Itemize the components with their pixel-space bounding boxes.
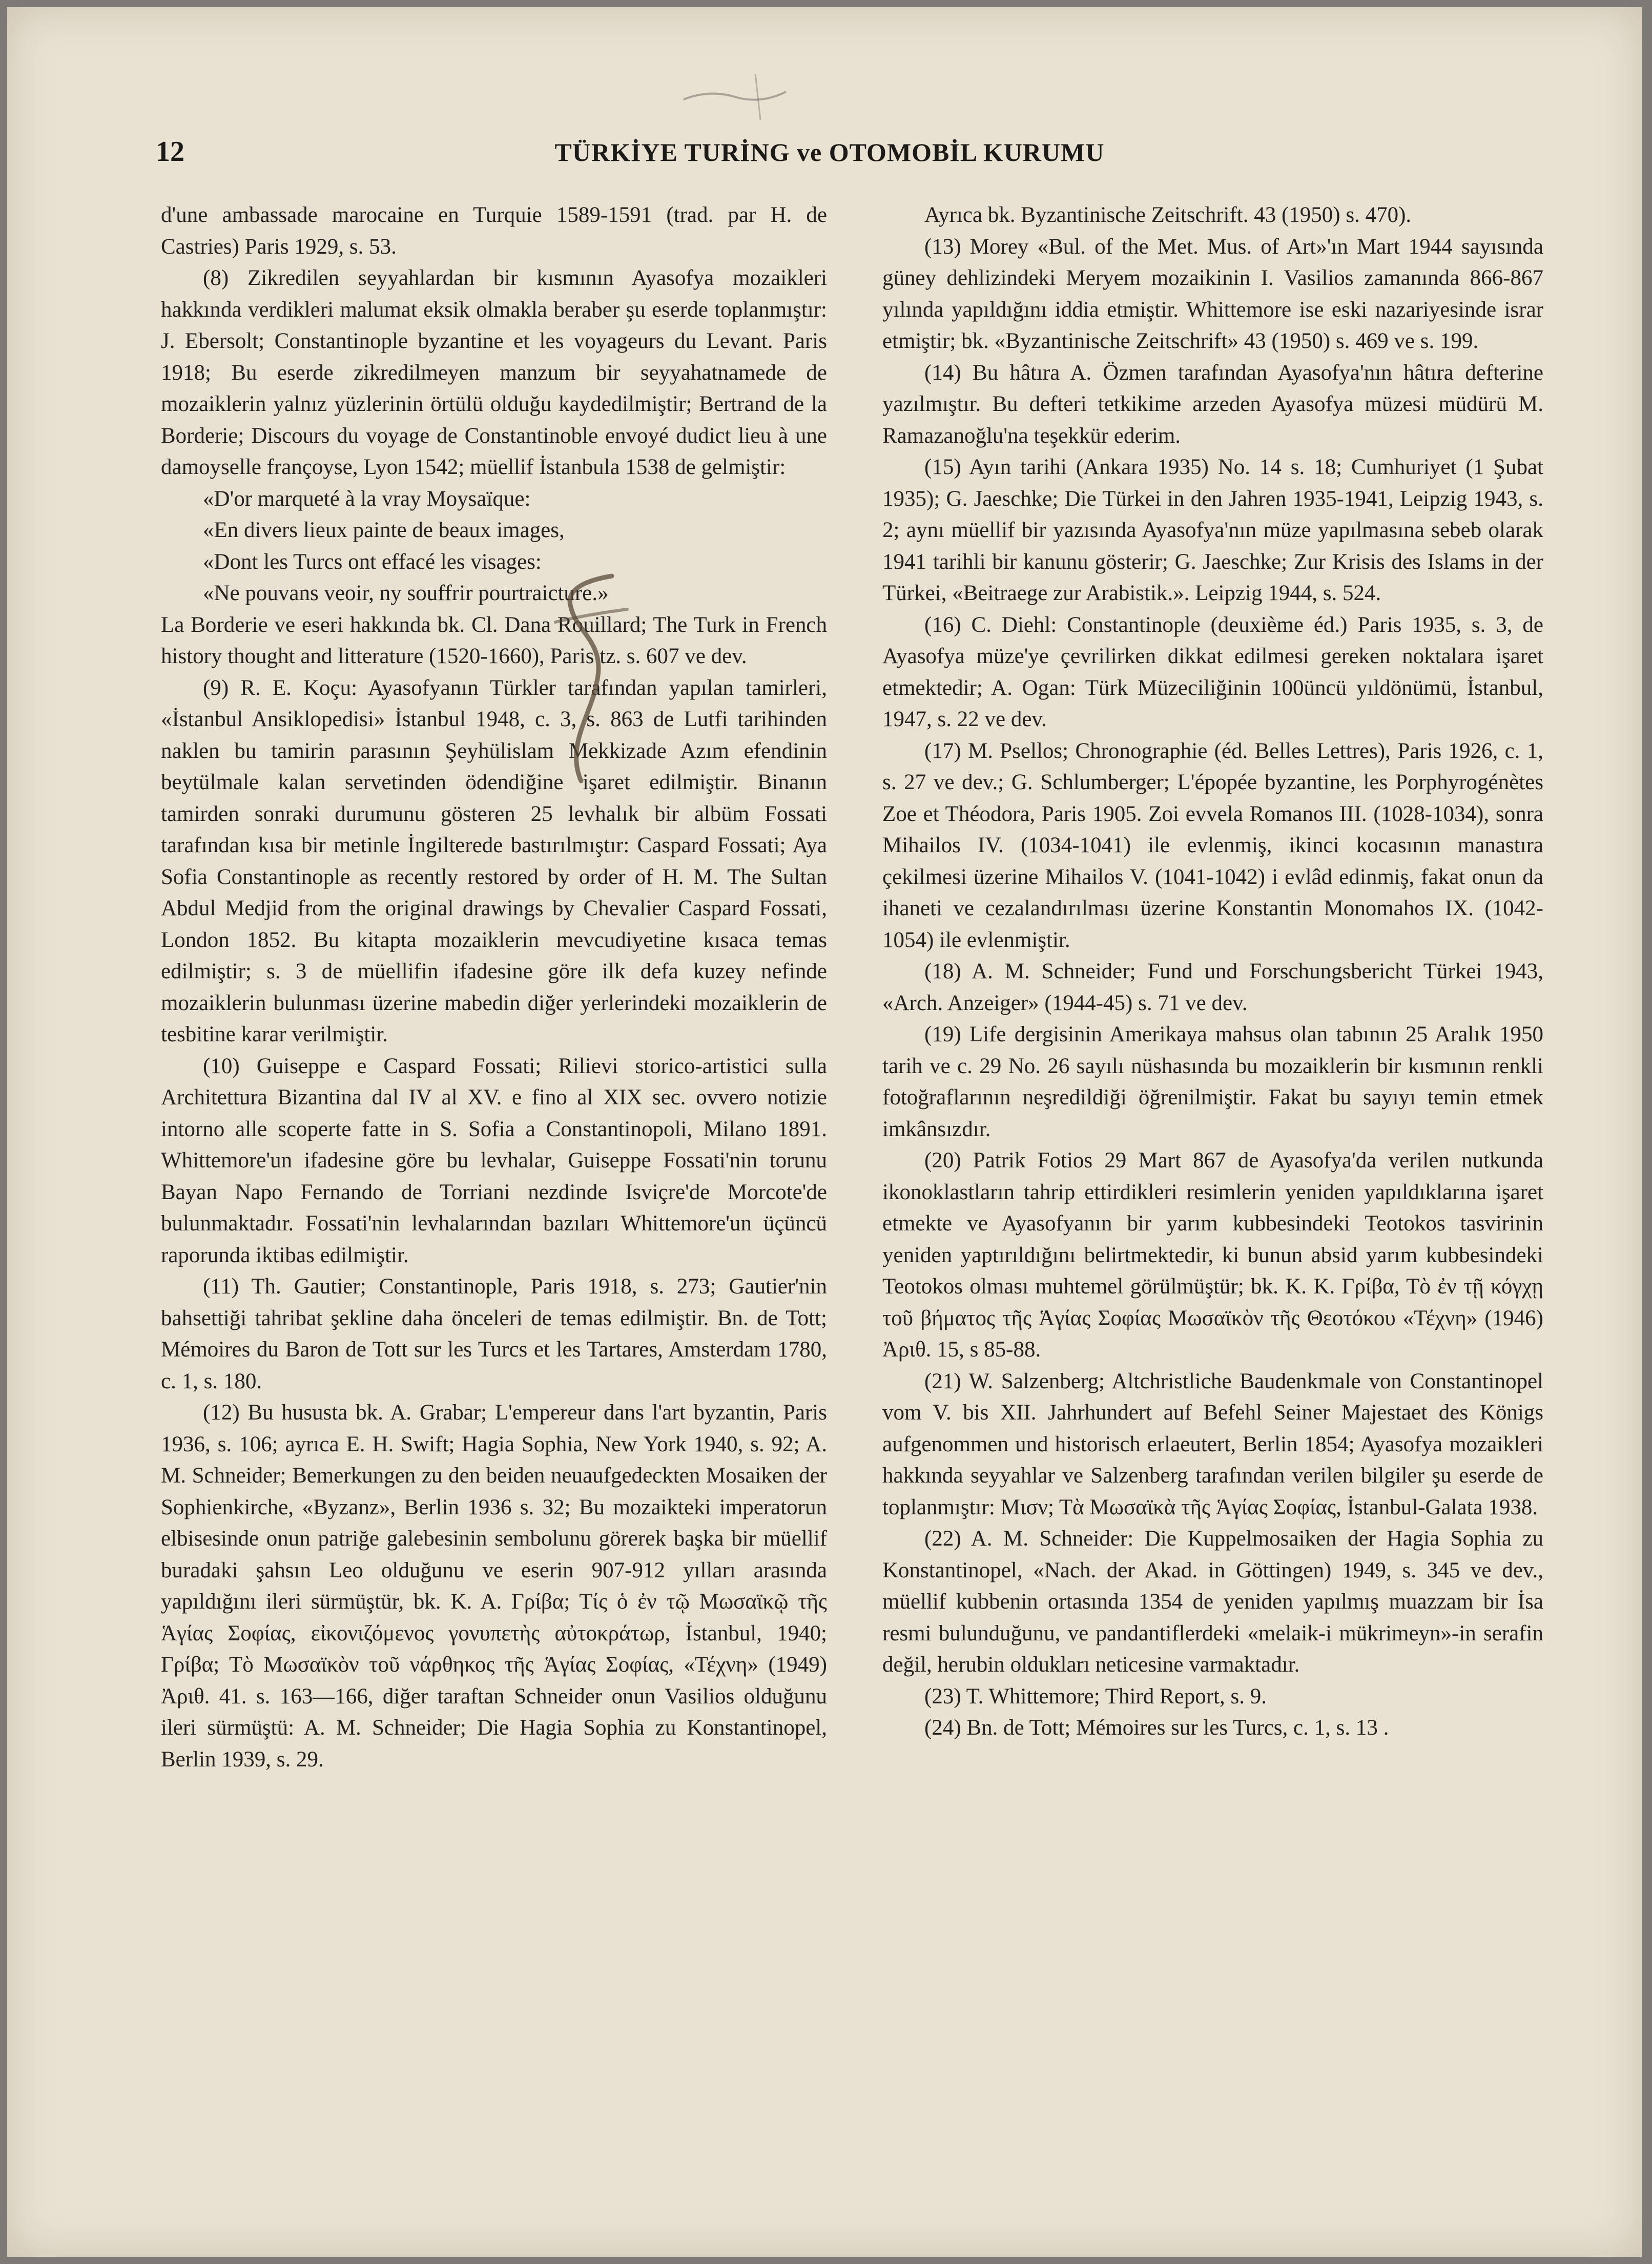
footnote-paragraph: (17) M. Psellos; Chronographie (éd. Belles Lettres), Paris 1926, c. 1, s. 27 ve dev.; G. Schlumberger; L'épopée byzantine, les Porphyrogénètes Zoe et Théodora, Paris 1905. Zoi evvela Romanos III. (1028-1034), sonra Mihailos IV. (1034-1041) ile evlenmiş, ikinci kocasının manastıra çekilmesi üzerine Mihailos V. (1041-1042) i evlâd edinmiş, fakat onun da ihaneti ve cezalandırılması üzerine Konstantin Monomahos IX. (1042-1054) ile evlenmiştir. — [882, 738, 1543, 952]
footnote-paragraph: (24) Bn. de Tott; Mémoires sur les Turcs, c. 1, s. 13 . — [924, 1716, 1389, 1740]
footnote-paragraph: (14) Bu hâtıra A. Özmen tarafından Ayasofya'nın hâtıra defterine yazılmıştır. Bu defteri tetkikime arzeden Ayasofya müzesi müdürü M. Ramazanoğlu'na teşekkür ederim. — [882, 360, 1543, 448]
left-column — [161, 199, 827, 1775]
footnote-paragraph: (19) Life dergisinin Amerikaya mahsus olan tabının 25 Aralık 1950 tarih ve c. 29 No. 26 sayılı nüshasında bu mozaiklerin bir kısmının renkli fotoğraflarının neşredildiği öğrenilmiştir. Fakat bu sayıyı temin etmek imkânsızdır. — [882, 1022, 1543, 1141]
footnote-paragraph: (23) T. Whittemore; Third Report, s. 9. — [924, 1684, 1267, 1709]
page-sheet — [7, 7, 1642, 2257]
footnote-paragraph: (13) Morey «Bul. of the Met. Mus. of Art»'ın Mart 1944 sayısında güney dehlizindeki Meryem mozaikinin I. Vasilios zamanında 866-867 yılında yapıldığını iddia etmiştir. Whittemore ise eski nazariyesinde israr etmiştir; bk. «Byzantinische Zeitschrift» 43 (1950) s. 469 ve s. 199. — [882, 234, 1543, 353]
footnote-paragraph: (18) A. M. Schneider; Fund und Forschungsbericht Türkei 1943, «Arch. Anzeiger» (1944-45) s. 71 ve dev. — [882, 959, 1543, 1015]
footnote-paragraph: La Borderie ve eseri hakkında bk. Cl. Dana Rouillard; The Turk in French history thought and litterature (1520-1660), Paris tz. s. 607 ve dev. — [161, 612, 827, 668]
footnote-paragraph: (22) A. M. Schneider: Die Kuppelmosaiken der Hagia Sophia zu Konstantinopel, «Nach. der Akad. in Göttingen) 1949, s. 345 ve dev., müellif kubbenin ortasında 1354 de yeniden yapılmış muazzam bir İsa resmi bulunduğunu, ve pandantiflerdeki «melaik-i mükrimeyn»-in serafin değil, herubin oldukları neticesine varmaktadır. — [882, 1527, 1543, 1677]
footnote-paragraph: (21) W. Salzenberg; Altchristliche Baudenkmale von Constantinopel vom V. bis XII. Jahrhundert auf Befehl Seiner Majestaet des Königs aufgenommen und historisch erlaeutert, Berlin 1854; Ayasofya mozaikleri hakkında seyyahlar ve Salzenberg tarafından verilen bilgiler şu eserde de toplanmıştır: Μισν; Τὰ Μωσαϊκὰ τῆς Ἁγίας Σοφίας, İstanbul-Galata 1938. — [882, 1369, 1543, 1519]
footnote-paragraph: (15) Ayın tarihi (Ankara 1935) No. 14 s. 18; Cumhuriyet (1 Şubat 1935); G. Jaeschke; Die Türkei in den Jahren 1935-1941, Leipzig 1943, s. 2; aynı müellif bir yazısında Ayasofya'nın müze yapılmasına sebeb olarak 1941 tarihli bir kanunu gösterir; G. Jaeschke; Zur Krisis des Islams in der Türkei, «Beitraege zur Arabistik.». Leipzig 1944, s. 524. — [882, 455, 1543, 605]
footnote-paragraph: (9) R. E. Koçu: Ayasofyanın Türkler tarafından yapılan tamirleri, «İstanbul Ansiklopedisi» İstanbul 1948, c. 3, s. 863 de Lutfi tarihinden naklen bu tamirin parasının Şeyhülislam Mekkizade Azım efendinin beytülmale kalan servetinden ödendiğine işaret edilmiştir. Binanın tamirden sonraki durumunu gösteren 25 levhalık bir albüm Fossati tarafından kısa bir metinle İngilterede bastırılmıştır: Caspard Fossati; Aya Sofia Constantinople as recently restored by order of H. M. The Sultan Abdul Medjid from the original drawings by Chevalier Caspard Fossati, London 1852. Bu kitapta mozaiklerin mevcudiyetine kısaca temas edilmiştir; s. 3 de müellifin ifadesine göre ilk defa kuzey nefinde mozaiklerin bulunması üzerine mabedin diğer yerlerindeki mozaiklerin de tesbitine karar verilmiştir. — [161, 675, 827, 1046]
footnote-paragraph: d'une ambassade marocaine en Turquie 1589-1591 (trad. par H. de Castries) Paris 1929, s. 53. — [161, 203, 827, 259]
ink-smudge — [678, 69, 791, 125]
verse-line: «En divers lieux painte de beaux images, — [203, 518, 565, 542]
footnote-paragraph: (20) Patrik Fotios 29 Mart 867 de Ayasofya'da verilen nutkunda ikonoklastların tahrip ettirdikleri resimlerin yeniden yapıldıklarına işaret etmekte ve Ayasofyanın bir yarım kubbesindeki Teotokos tasvirinin yeniden yaptırıldığını belirtmektedir, ki bunun absid yarım kubbesindeki Teotokos olması muhtemel görülmüştür; bk. Κ. Κ. Γρίβα, Τὸ ἐν τῇ κόγχῃ τοῦ βήματος τῆς Ἁγίας Σοφίας Μωσαϊκὸν τῆς Θεοτόκου «Τέχνη» (1946) Ἀριθ. 15, s 85-88. — [882, 1148, 1543, 1362]
verse-line: «Dont les Turcs ont effacé les visages: — [203, 549, 542, 574]
footnote-paragraph: (16) C. Diehl: Constantinople (deuxième éd.) Paris 1935, s. 3, de Ayasofya müze'ye çevrilirken dikkat edilmesi gereken noktalara işaret etmektedir; A. Ogan: Türk Müzeciliğinin 100üncü yıldönümü, İstanbul, 1947, s. 22 ve dev. — [882, 612, 1543, 731]
footnote-paragraph: (12) Bu hususta bk. A. Grabar; L'empereur dans l'art byzantin, Paris 1936, s. 106; ayrıca E. H. Swift; Hagia Sophia, New York 1940, s. 92; A. M. Schneider; Bemerkungen zu den beiden neuaufgedeckten Mosaiken der Sophienkirche, «Byzanz», Berlin 1936 s. 32; Bu mozaikteki imperatorun elbisesinde onun patriğe galebesinin sembolunu görerek başka bir müellif buradaki şahsın Leo olduğunu ve eserin 907-912 yılları arasında yapıldığını ileri sürmüştür, bk. K. A. Γρίβα; Τίς ὁ ἐν τῷ Μωσαϊκῷ τῆς Ἁγίας Σοφίας, εἰκονιζόμενος γονυπετὴς αὐτοκράτωρ, İstanbul, 1940; Γρίβα; Τὸ Μωσαϊκὸν τοῦ νάρθηκος τῆς Ἁγίας Σοφίας, «Τέχνη» (1949) Ἀριθ. 41. s. 163—166, diğer taraftan Schneider onun Vasilios olduğunu ileri sürmüştü: A. M. Schneider; Die Hagia Sophia zu Konstantinopel, Berlin 1939, s. 29. — [161, 1401, 827, 1772]
verse-line: «Ne pouvans veoir, ny souffrir pourtraicture.» — [203, 581, 609, 605]
journal-title: TÜRKİYE TURİNG ve OTOMOBİL KURUMU — [554, 138, 1105, 167]
footnote-paragraph: (10) Guiseppe e Caspard Fossati; Rilievi storico-artistici sulla Architettura Bizantina dal IV al XV. e fino al XIX sec. ovvero notizie intorno alle scoperte fatte in S. Sofia a Constantinopoli, Milano 1891. Whittemore'un ifadesine göre bu levhalar, Guiseppe Fossati'nin torunu Bayan Napo Fernando de Torriani nezdinde Isviçre'de Morcote'de bulunmaktadır. Fossati'nin levhalarından bazıları Whittemore'un üçüncü raporunda iktibas edilmiştir. — [161, 1054, 827, 1267]
verse-line: «D'or marqueté à la vray Moysaïque: — [203, 486, 531, 511]
pencil-mark — [535, 561, 637, 791]
page-number: 12 — [156, 136, 184, 168]
footnote-paragraph: (8) Zikredilen seyyahlardan bir kısmının Ayasofya mozaikleri hakkında verdikleri malumat eksik olmakla beraber şu eserde toplanmıştır: J. Ebersolt; Constantinople byzantine et les voyageurs du Levant. Paris 1918; Bu eserde zikredilmeyen manzum bir seyyahatnamede de mozaiklerin yalnız yüzlerinin örtülü olduğu kaydedilmiştir; Bertrand de la Borderie; Discours du voyage de Constantinoble envoyé dudict lieu à une damoyselle françoyse, Lyon 1542; müellif İstanbula 1538 de gelmiştir: — [161, 266, 827, 479]
right-column — [882, 199, 1543, 1744]
page-header — [156, 135, 1503, 176]
footnote-paragraph: Ayrıca bk. Byzantinische Zeitschrift. 43 (1950) s. 470). — [924, 203, 1412, 227]
footnote-paragraph: (11) Th. Gautier; Constantinople, Paris 1918, s. 273; Gautier'nin bahsettiği tahribat şekline daha önceleri de temas edilmiştir. Bn. de Tott; Mémoires du Baron de Tott sur les Turcs et les Tartares, Amsterdam 1780, c. 1, s. 180. — [161, 1274, 827, 1393]
